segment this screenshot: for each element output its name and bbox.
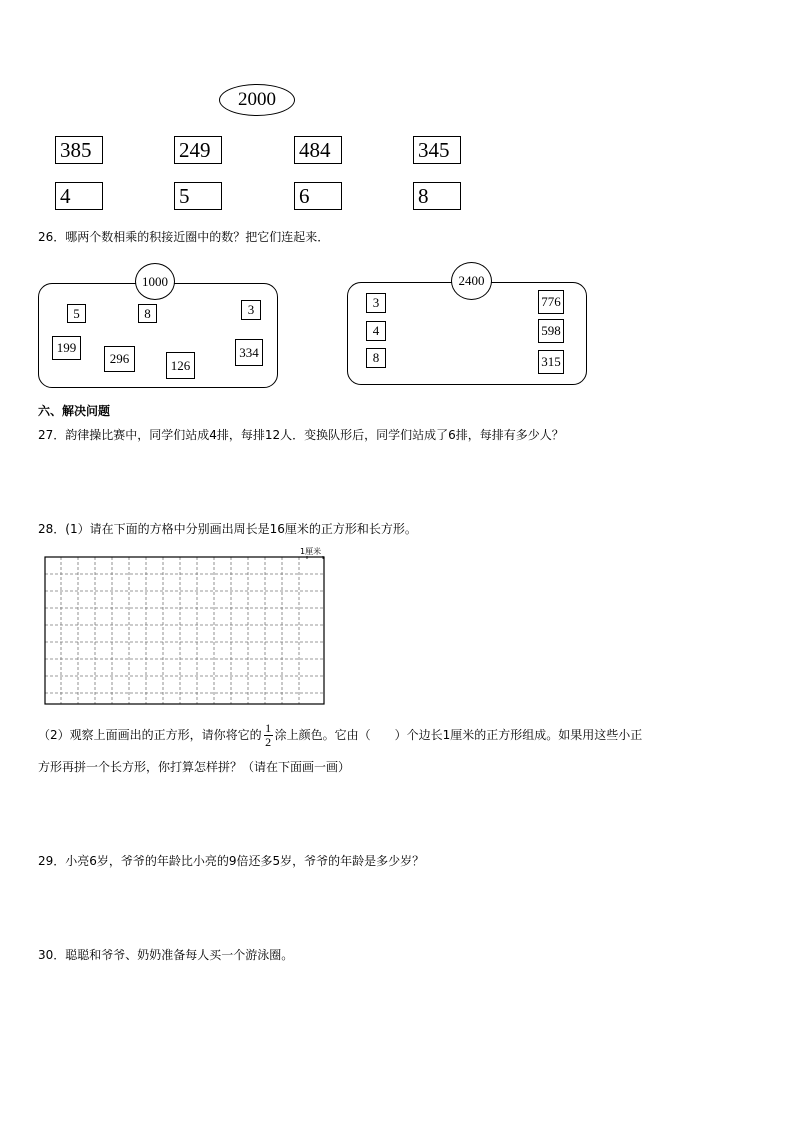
target-number-oval: 2000 <box>219 84 295 116</box>
fraction-one-half <box>264 722 273 749</box>
number-box: 296 <box>104 346 135 372</box>
question-29: 29．小亮6岁，爷爷的年龄比小亮的9倍还多5岁，爷爷的年龄是多少岁？ <box>38 854 425 868</box>
question-28-part2-line2: 方形再拼一个长方形，你打算怎样拼？（请在下面画一画） <box>38 760 351 774</box>
question-26: 26．哪两个数相乘的积接近圈中的数？把它们连起来． <box>38 230 330 244</box>
number-box: 3 <box>241 300 261 320</box>
fraction-denominator: 2 <box>265 735 272 749</box>
number-box: 249 <box>174 136 222 164</box>
number-box: 345 <box>413 136 461 164</box>
square-grid <box>44 556 326 706</box>
number-box: 8 <box>366 348 386 368</box>
question-30: 30．聪聪和爷爷、奶奶准备每人买一个游泳圈。 <box>38 948 294 962</box>
question-28-part1: 28．(1）请在下面的方格中分别画出周长是16厘米的正方形和长方形。 <box>38 522 417 536</box>
number-box: 4 <box>55 182 103 210</box>
number-box: 385 <box>55 136 103 164</box>
part2-text-before: （2）观察上面画出的正方形，请你将它的 <box>38 728 262 742</box>
number-box: 8 <box>138 304 157 323</box>
number-box: 776 <box>538 290 564 314</box>
section-heading: 六、解决问题 <box>38 404 111 418</box>
number-box: 598 <box>538 319 564 343</box>
number-box: 8 <box>413 182 461 210</box>
number-box: 334 <box>235 339 263 366</box>
number-box: 315 <box>538 350 564 374</box>
number-box: 126 <box>166 352 195 379</box>
question-28-part2 <box>38 722 642 749</box>
part2-text-after: 涂上颜色。它由（ ）个边长1厘米的正方形组成。如果用这些小正 <box>274 728 643 742</box>
fraction-numerator: 1 <box>265 721 272 735</box>
target-circle-1000: 1000 <box>135 263 175 300</box>
question-27: 27．韵律操比赛中，同学们站成4排，每排12人．变换队形后，同学们站成了6排，每排有多少人？ <box>38 428 564 442</box>
number-box: 5 <box>67 304 86 323</box>
grid-scale-label: 1厘米 <box>300 547 322 556</box>
number-box: 5 <box>174 182 222 210</box>
target-circle-2400: 2400 <box>451 262 492 300</box>
number-box: 484 <box>294 136 342 164</box>
number-box: 4 <box>366 321 386 341</box>
number-box: 6 <box>294 182 342 210</box>
number-box: 199 <box>52 336 81 360</box>
number-box: 3 <box>366 293 386 313</box>
